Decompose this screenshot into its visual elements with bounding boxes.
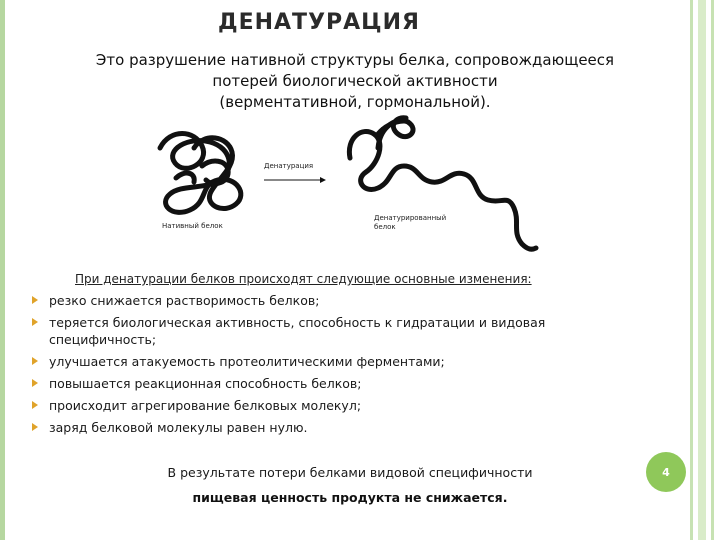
list-item-text: происходит агрегирование белковых молекул; [49, 398, 362, 413]
list-item [30, 353, 650, 370]
native-protein-label: Нативный белок [162, 222, 223, 230]
frame-right-stripe [698, 0, 706, 540]
frame-left-stripe [0, 0, 5, 540]
intro-line: (верментативной, гормональной). [219, 93, 491, 111]
intro-paragraph [20, 50, 690, 113]
frame-right-stripe [711, 0, 714, 540]
list-item [30, 419, 650, 436]
native-protein-coil [160, 134, 241, 213]
frame-right-stripe [690, 0, 693, 540]
bullet-arrow-icon [32, 401, 38, 409]
list-item-text: резко снижается растворимость белков; [49, 293, 320, 308]
denatured-protein-label: Денатурированный [374, 214, 447, 222]
denaturation-diagram [140, 108, 560, 260]
changes-heading: При денатурации белков происходят следующие основные изменения: [75, 272, 532, 286]
list-item [30, 397, 650, 414]
list-item-text: теряется биологическая активность, способность к гидратации и видовая специфичность; [49, 315, 546, 347]
list-item-text: повышается реакционная способность белков; [49, 376, 362, 391]
intro-line: потерей биологической активности [212, 72, 498, 90]
result-line: В результате потери белками видовой специфичности [167, 465, 533, 480]
page-number-badge: 4 [646, 452, 686, 492]
intro-line: Это разрушение нативной структуры белка, сопровождающееся [95, 51, 615, 69]
arrow-icon [264, 177, 326, 183]
changes-list [30, 292, 650, 441]
slide-title: ДЕНАТУРАЦИЯ [218, 10, 420, 35]
denatured-protein-label: белок [374, 223, 396, 231]
list-item [30, 292, 650, 309]
arrow-label: Денатурация [264, 162, 314, 170]
list-item-text: заряд белковой молекулы равен нулю. [49, 420, 308, 435]
list-item-text: улучшается атакуемость протеолитическими ферментами; [49, 354, 445, 369]
result-conclusion: пищевая ценность продукта не снижается. [192, 490, 508, 505]
list-item [30, 314, 650, 348]
list-item [30, 375, 650, 392]
bullet-arrow-icon [32, 357, 38, 365]
bullet-arrow-icon [32, 296, 38, 304]
bullet-arrow-icon [32, 423, 38, 431]
bullet-arrow-icon [32, 379, 38, 387]
bullet-arrow-icon [32, 318, 38, 326]
